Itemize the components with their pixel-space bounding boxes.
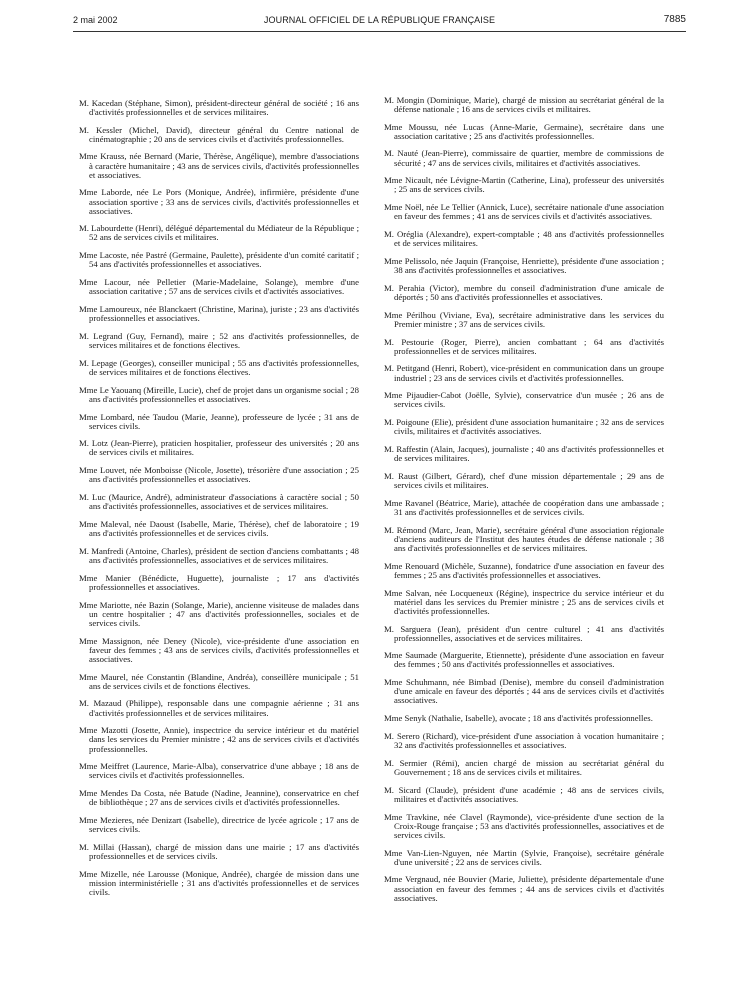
nomination-entry: Mme Mizelle, née Larousse (Monique, Andrée), chargée de mission dans une mission interministérielle ; 31 ans d'activités professionnelles et de services civils. — [79, 868, 359, 897]
nomination-entry: M. Petitgand (Henri, Robert), vice-président en communication dans un groupe industriel ; 23 ans de services civils et d'activités professionnelles. — [384, 363, 664, 383]
nomination-entry: Mme Maurel, née Constantin (Blandine, Andréa), conseillère municipale ; 51 ans de services civils et de fonctions électives. — [79, 671, 359, 691]
nomination-entry: Mme Massignon, née Deney (Nicole), vice-présidente d'une association en faveur des femmes ; 43 ans de services civils, d'activités professionnelles et associatives. — [79, 635, 359, 664]
nomination-entry: Mme Renouard (Michèle, Suzanne), fondatrice d'une association en faveur des femmes ; 25 ans d'activités professionnelles et associatives. — [384, 560, 664, 580]
nomination-entry: Mme Manier (Bénédicte, Huguette), journaliste ; 17 ans d'activités professionnelles et associatives. — [79, 572, 359, 592]
nomination-entry: Mme Senyk (Nathalie, Isabelle), avocate ; 18 ans d'activités professionnelles. — [384, 713, 653, 724]
nomination-entry: M. Labourdette (Henri), délégué départemental du Médiateur de la République ; 52 ans de services civils et militaires. — [79, 223, 359, 243]
left-column — [79, 90, 359, 900]
nomination-entry: Mme Vergnaud, née Bouvier (Marie, Juliette), présidente départementale d'une association en faveur des femmes ; 44 ans de services civils et d'activités associatives. — [384, 874, 664, 903]
nomination-entry: Mme Noël, née Le Tellier (Annick, Luce), secrétaire nationale d'une association en faveur des femmes ; 41 ans de services civils et d'activités associatives. — [384, 202, 664, 222]
nomination-entry: M. Kacedan (Stéphane, Simon), président-directeur général de société ; 16 ans d'activités professionnelles et de services militaires. — [79, 97, 359, 117]
nomination-entry: M. Pestourie (Roger, Pierre), ancien combattant ; 64 ans d'activités professionnelles et de services militaires. — [384, 336, 664, 356]
nomination-entry: M. Sarguera (Jean), président d'un centre culturel ; 41 ans d'activités professionnelles, associatives et de services militaires. — [384, 623, 664, 643]
nomination-entry: M. Raffestin (Alain, Jacques), journaliste ; 40 ans d'activités professionnelles et de services militaires. — [384, 444, 664, 464]
nomination-entry: Mme Périlhou (Viviane, Eva), secrétaire administrative dans les services du Premier ministre ; 37 ans de services civils. — [384, 309, 664, 329]
nomination-entry: Mme Lamoureux, née Blanckaert (Christine, Marina), juriste ; 23 ans d'activités professionnelles et associatives. — [79, 304, 359, 324]
nomination-entry: M. Serero (Richard), vice-président d'une association à vocation humanitaire ; 32 ans d'activités professionnelles et associatives. — [384, 731, 664, 751]
nomination-entry: Mme Mazotti (Josette, Annie), inspectrice du service intérieur et du matériel dans les services du Premier ministre ; 42 ans de services civils et d'activités professionnelles. — [79, 725, 359, 754]
nomination-entry: M. Oréglia (Alexandre), expert-comptable ; 48 ans d'activités professionnelles et de services militaires. — [384, 229, 664, 249]
nomination-entry: M. Lepage (Georges), conseiller municipal ; 55 ans d'activités professionnelles, de services militaires et de fonctions électives. — [79, 357, 359, 377]
nomination-entry: Mme Le Yaouanq (Mireille, Lucie), chef de projet dans un organisme social ; 28 ans d'activités professionnelles et associatives. — [79, 384, 359, 404]
nomination-entry: M. Legrand (Guy, Fernand), maire ; 52 ans d'activités professionnelles, de services militaires et de fonctions électives. — [79, 330, 359, 350]
nomination-entry: M. Poigoune (Elie), président d'une association humanitaire ; 32 ans de services civils, militaires et d'activités associatives. — [384, 417, 664, 437]
nomination-entry: Mme Laborde, née Le Pors (Monique, Andrée), infirmière, présidente d'une association sportive ; 33 ans de services civils, d'activités professionnelles et associatives. — [79, 187, 359, 216]
nomination-entry: M. Sermier (Rémi), ancien chargé de mission au secrétariat général du Gouvernement ; 18 ans de services civils et militaires. — [384, 757, 664, 777]
nomination-entry: Mme Lacour, née Pelletier (Marie-Madelaine, Solange), membre d'une association caritative ; 57 ans de services civils et d'activités associatives. — [79, 277, 359, 297]
nomination-entry: Mme Krauss, née Bernard (Marie, Thérèse, Angélique), membre d'associations à caractère humanitaire ; 43 ans de services civils, d'activités professionnelles et associatives. — [79, 151, 359, 180]
right-column — [384, 87, 664, 906]
nomination-entry: Mme Mariotte, née Bazin (Solange, Marie), ancienne visiteuse de malades dans un centre hospitalier ; 47 ans d'activités professionnelles, sociales et de services civils. — [79, 599, 359, 628]
nomination-entry: Mme Lombard, née Taudou (Marie, Jeanne), professeure de lycée ; 31 ans de services civils. — [79, 411, 359, 431]
nomination-entry: Mme Ravanel (Béatrice, Marie), attachée de coopération dans une ambassade ; 31 ans d'activités professionnelles et de services civils. — [384, 497, 664, 517]
nomination-entry: Mme Salvan, née Locqueneux (Régine), inspectrice du service intérieur et du matériel dans les services du Premier ministre ; 25 ans de services civils et d'activités professionnelles. — [384, 587, 664, 616]
nomination-entry: M. Mongin (Dominique, Marie), chargé de mission au secrétariat général de la défense nationale ; 16 ans de services civils et militaires. — [384, 94, 664, 114]
nomination-entry: M. Kessler (Michel, David), directeur général du Centre national de cinématographie ; 20 ans de services civils et d'activités professionnelles. — [79, 124, 359, 144]
nomination-entry: Mme Mezieres, née Denizart (Isabelle), directrice de lycée agricole ; 17 ans de services civils. — [79, 815, 359, 835]
nomination-entry: Mme Mendes Da Costa, née Batude (Nadine, Jeannine), conservatrice en chef de bibliothèque ; 27 ans de services civils et d'activités professionnelles. — [79, 788, 359, 808]
nomination-entry: M. Luc (Maurice, André), administrateur d'associations à caractère social ; 50 ans d'activités professionnelles, associatives et de services militaires. — [79, 492, 359, 512]
nomination-entry: Mme Van-Lien-Nguyen, née Martin (Sylvie, Françoise), secrétaire générale d'une université ; 22 ans de services civils. — [384, 847, 664, 867]
nomination-entry: M. Rémond (Marc, Jean, Marie), secrétaire général d'une association régionale d'anciens auditeurs de l'Institut des hautes études de défense nationale ; 38 ans d'activités professionnelles et de services militaires. — [384, 524, 664, 553]
nomination-entry: Mme Travkine, née Clavel (Raymonde), vice-présidente d'une section de la Croix-Rouge française ; 53 ans d'activités professionnelles, associatives et de services civils. — [384, 811, 664, 840]
nomination-entry: Mme Louvet, née Monboisse (Nicole, Josette), trésorière d'une association ; 25 ans d'activités professionnelles et associatives. — [79, 465, 359, 485]
nomination-entry: M. Millai (Hassan), chargé de mission dans une mairie ; 17 ans d'activités professionnelles et de services civils. — [79, 841, 359, 861]
nomination-entry: M. Lotz (Jean-Pierre), praticien hospitalier, professeur des universités ; 20 ans de services civils et militaires. — [79, 438, 359, 458]
nomination-entry: Mme Maleval, née Daoust (Isabelle, Marie, Thérèse), chef de laboratoire ; 19 ans d'activités professionnelles et de services civils. — [79, 519, 359, 539]
nomination-entry: Mme Lacoste, née Pastré (Germaine, Paulette), présidente d'un comité caritatif ; 54 ans d'activités professionnelles et associatives. — [79, 250, 359, 270]
nomination-entry: Mme Saumade (Marguerite, Etiennette), présidente d'une association en faveur des femmes ; 50 ans d'activités professionnelles et associatives. — [384, 650, 664, 670]
nomination-entry: Mme Schuhmann, née Bimbad (Denise), membre du conseil d'administration d'une amicale en faveur des déportés ; 44 ans de services civils et d'activités associatives. — [384, 677, 664, 706]
nomination-entry: M. Mazaud (Philippe), responsable dans une compagnie aérienne ; 31 ans d'activités professionnelles et de services militaires. — [79, 698, 359, 718]
nomination-entry: Mme Nicault, née Lévigne-Martin (Catherine, Lina), professeur des universités ; 25 ans de services civils. — [384, 175, 664, 195]
nomination-entry: M. Sicard (Claude), président d'une académie ; 48 ans de services civils, militaires et d'activités associatives. — [384, 784, 664, 804]
nomination-entry: M. Manfredi (Antoine, Charles), président de section d'anciens combattants ; 48 ans d'activités professionnelles, associatives et de services militaires. — [79, 545, 359, 565]
nomination-entry: Mme Pijaudier-Cabot (Joëlle, Sylvie), conservatrice d'un musée ; 26 ans de services civils. — [384, 390, 664, 410]
nomination-entry: Mme Meiffret (Laurence, Marie-Alba), conservatrice d'une abbaye ; 18 ans de services civils et d'activités professionnelles. — [79, 761, 359, 781]
header-rule — [73, 31, 686, 32]
page-number: 7885 — [663, 14, 686, 25]
nomination-entry: M. Nauté (Jean-Pierre), commissaire de quartier, membre de commissions de sécurité ; 47 ans de services civils, militaires et d'activités associatives. — [384, 148, 664, 168]
nomination-entry: M. Perahia (Victor), membre du conseil d'administration d'une amicale de déportés ; 50 ans d'activités professionnelles et associatives. — [384, 282, 664, 302]
journal-title: JOURNAL OFFICIEL DE LA RÉPUBLIQUE FRANÇAISE — [263, 15, 496, 25]
nomination-entry: M. Raust (Gilbert, Gérard), chef d'une mission départementale ; 29 ans de services civils et militaires. — [384, 470, 664, 491]
page-header — [73, 13, 686, 29]
nomination-entry: Mme Pelissolo, née Jaquin (Françoise, Henriette), présidente d'une association ; 38 ans d'activités professionnelles et associatives. — [384, 255, 664, 276]
nomination-entry: Mme Moussu, née Lucas (Anne-Marie, Germaine), secrétaire dans une association caritative ; 25 ans d'activités professionnelles. — [384, 121, 664, 141]
header-date: 2 mai 2002 — [73, 15, 118, 25]
